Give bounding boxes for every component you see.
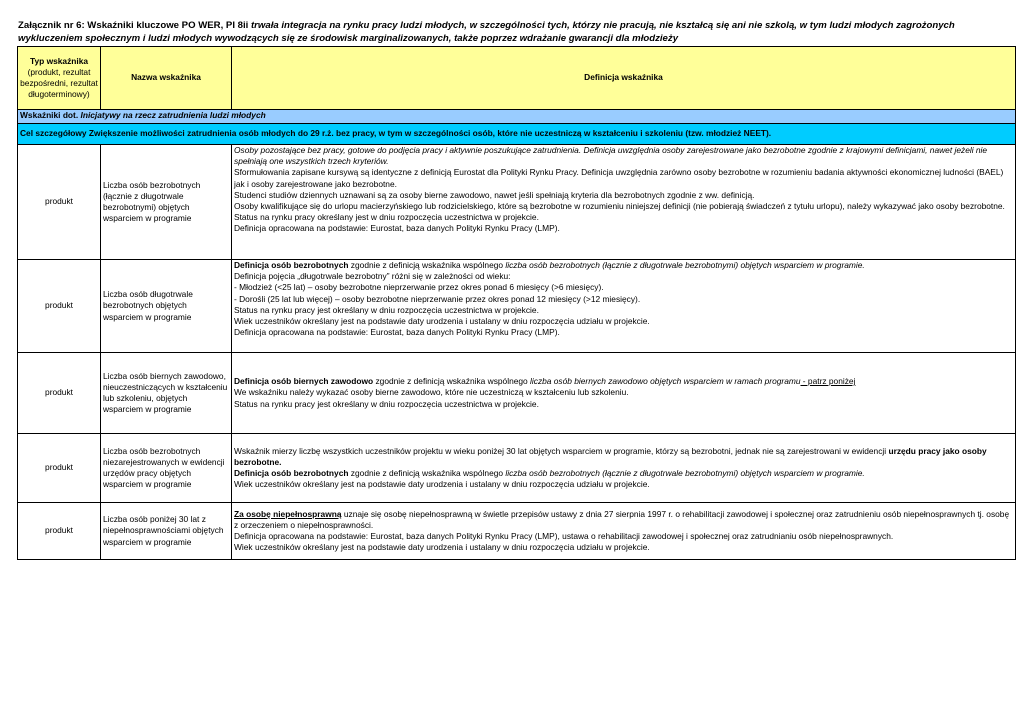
see-below-link[interactable]: - patrz poniżej: [800, 376, 856, 387]
indicator-name: Liczba osób bezrobotnych (łącznie z długotrwale bezrobotnymi) objętych wsparciem w programie: [101, 145, 232, 260]
indicator-type: produkt: [18, 145, 101, 260]
table-row: [18, 260, 1016, 353]
table-row: [18, 434, 1016, 503]
indicator-type: produkt: [18, 434, 101, 503]
indicator-definition: Za osobę niepełnosprawną uznaje się osobę niepełnosprawną w świetle przepisów ustawy z dnia 27 sierpnia 1997 r. o rehabilitacji zawodowej i społecznej oraz zatrudnieniu osób niepełnosprawnych tj. osobę z orzeczeniem o niepełnosprawności. Definicja opracowana na podstawie: Eurostat, baza danych Polityki Rynku Pracy (LMP), ustawa o rehabilitacji zawodowej i społecznej oraz zatrudnianiu osób niepełnosprawnych. Wiek uczestników określany jest na podstawie daty urodzenia i ustalany w dniu rozpoczęcia udziału w projekcie.: [232, 503, 1016, 560]
table-row: [18, 353, 1016, 434]
table-row: [18, 503, 1016, 560]
header-name: Nazwa wskaźnika: [101, 47, 232, 110]
indicators-table: [17, 46, 1016, 560]
indicator-definition: Definicja osób bezrobotnych zgodnie z definicją wskaźnika wspólnego liczba osób bezrobotnych (łącznie z długotrwale bezrobotnymi) objętych wsparciem w programie. Definicja pojęcia „długotrwale bezrobotny” różni się w zależności od wieku: - Młodzież (<25 lat) – osoby bezrobotne nieprzerwanie przez okres ponad 6 miesięcy (>6 miesięcy). - Dorośli (25 lat lub więcej) – osoby bezrobotne nieprzerwanie przez okres ponad 12 miesięcy (>12 miesięcy). Status na rynku pracy jest określany w dniu rozpoczęcia uczestnictwa w projekcie. Wiek uczestników określany jest na podstawie daty urodzenia i ustalany w dniu rozpoczęcia udziału w projekcie. Definicja opracowana na podstawie: Eurostat, baza danych Polityki Rynku Pracy (LMP).: [232, 260, 1016, 353]
indicator-name: Liczba osób poniżej 30 lat z niepełnosprawnościami objętych wsparciem w programie: [101, 503, 232, 560]
title-prefix: Załącznik nr 6: Wskaźniki kluczowe PO WER, PI 8ii: [18, 20, 251, 31]
indicator-definition: Wskaźnik mierzy liczbę wszystkich uczestników projektu w wieku poniżej 30 lat objętych wsparciem w programie, którzy są bezrobotni, jednak nie są zarejestrowani w ewidencji urzędu pracy jako osoby bezrobotne. Definicja osób bezrobotnych zgodnie z definicją wskaźnika wspólnego liczba osób bezrobotnych (łącznie z długotrwale bezrobotnymi) objętych wsparciem w programie. Wiek uczestników określany jest na podstawie daty urodzenia i ustalany w dniu rozpoczęcia udziału w projekcie.: [232, 434, 1016, 503]
indicator-type: produkt: [18, 260, 101, 353]
table-row: [18, 145, 1016, 260]
indicator-name: Liczba osób długotrwale bezrobotnych objętych wsparciem w programie: [101, 260, 232, 353]
indicator-type: produkt: [18, 503, 101, 560]
table-header-row: [18, 47, 1016, 110]
header-type: Typ wskaźnika (produkt, rezultat bezpośredni, rezultat długoterminowy): [18, 47, 101, 110]
title-italic: trwała integracja na rynku pracy ludzi młodych, w szczególności tych, którzy nie pracują, nie kształcą się ani nie szkolą, w tym ludzi młodych zagrożonych wykluczeniem społecznym i ludzi młodych wywodzących się ze środowisk marginalizowanych, także poprzez wdrażanie gwarancji dla młodzieży: [18, 20, 955, 44]
indicator-name: Liczba osób biernych zawodowo, nieuczestniczących w kształceniu lub szkoleniu, objętych wsparciem w programie: [101, 353, 232, 434]
document-title: [18, 19, 1013, 45]
header-definition: Definicja wskaźnika: [232, 47, 1016, 110]
section-row-initiative: Wskaźniki dot. Inicjatywy na rzecz zatrudnienia ludzi młodych: [18, 110, 1016, 124]
indicator-type: produkt: [18, 353, 101, 434]
indicator-definition: Osoby pozostające bez pracy, gotowe do podjęcia pracy i aktywnie poszukujące zatrudnienia. Definicja uwzględnia osoby zarejestrowane jako bezrobotne zgodnie z krajowymi definicjami, nawet jeżeli nie spełniają one wszystkich trzech kryteriów. Sformułowania zapisane kursywą są identyczne z definicją Eurostat dla Polityki Rynku Pracy. Definicja uwzględnia zarówno osoby bezrobotne w rozumieniu badania aktywności ekonomicznej ludności (BAEL) jak i osoby zarejestrowane jako bezrobotne. Studenci studiów dziennych uznawani są za osoby bierne zawodowo, nawet jeśli spełniają kryteria dla bezrobotnych zgodnie z ww. definicją. Osoby kwalifikujące się do urlopu macierzyńskiego lub rodzicielskiego, które są bezrobotne w rozumieniu niniejszej definicji (nie pobierają świadczeń z tytułu urlopu), należy wykazywać jako osoby bezrobotne. Status na rynku pracy określany jest w dniu rozpoczęcia uczestnictwa w projekcie. Definicja opracowana na podstawie: Eurostat, baza danych Polityki Rynku Pracy (LMP).: [232, 145, 1016, 260]
indicator-name: Liczba osób bezrobotnych niezarejestrowanych w ewidencji urzędów pracy objętych wsparciem w programie: [101, 434, 232, 503]
section-row-goal: Cel szczegółowy Zwiększenie możliwości zatrudnienia osób młodych do 29 r.ż. bez pracy, w tym w szczególności osób, które nie uczestniczą w kształceniu i szkoleniu (tzw. młodzież NEET).: [18, 124, 1016, 145]
indicator-definition: Definicja osób biernych zawodowo zgodnie z definicją wskaźnika wspólnego liczba osób biernych zawodowo objętych wsparciem w ramach programu - patrz poniżej We wskaźniku należy wykazać osoby bierne zawodowo, które nie uczestniczą w kształceniu lub szkoleniu. Status na rynku pracy jest określany w dniu rozpoczęcia uczestnictwa w projekcie.: [232, 353, 1016, 434]
